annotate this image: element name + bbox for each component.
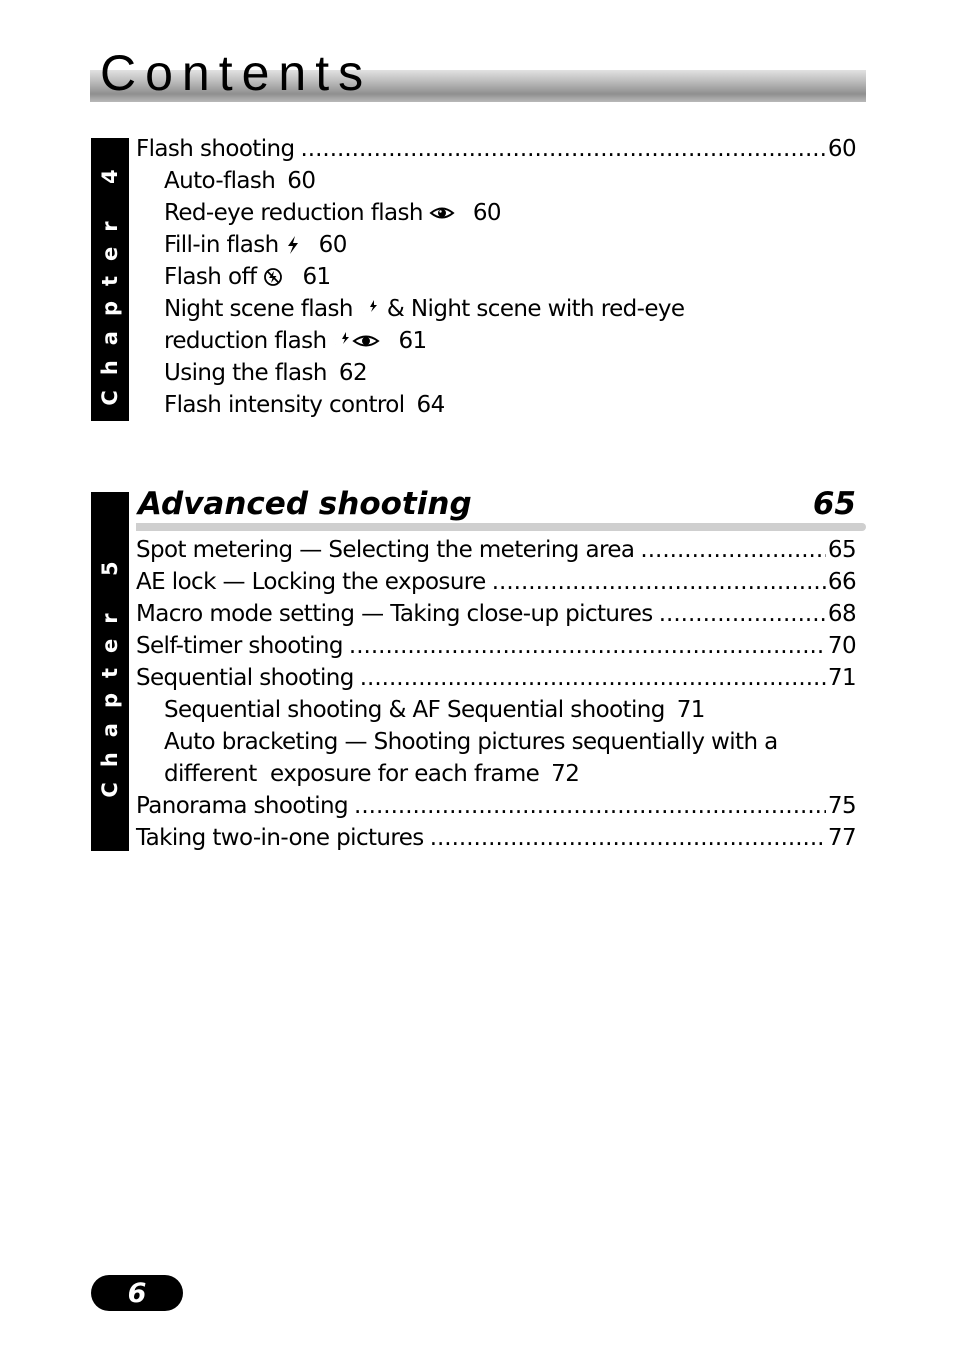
page-number: 6 (127, 1277, 147, 1309)
chapter-5-tab (91, 492, 129, 851)
toc-entry-panorama[interactable] (136, 790, 856, 822)
toc-entry-title: Red-eye reduction flash (164, 200, 423, 226)
dot-leader (354, 793, 826, 819)
toc-entry-title: Sequential shooting (136, 665, 354, 691)
toc-entry-page: 71 (676, 697, 705, 723)
toc-entry-page: 60 (287, 168, 316, 194)
toc-entry-title: Flash intensity control (164, 392, 405, 418)
heading-underline (136, 523, 866, 531)
toc-subentry-fill-in-flash[interactable] (164, 229, 856, 261)
toc-entry-page: 61 (302, 264, 331, 290)
toc-entry-title: Night scene flash (164, 296, 353, 322)
toc-subentry-flash-off[interactable] (164, 261, 856, 293)
toc-entry-page: 70 (827, 633, 856, 659)
toc-entry-title: Taking two-in-one pictures (136, 825, 424, 851)
toc-entry-title: Sequential shooting & AF Sequential shooting (164, 697, 665, 723)
toc-entry-title: AE lock — Locking the exposure (136, 569, 486, 595)
toc-entry-title: Flash shooting (136, 136, 295, 162)
toc-subentry-auto-flash[interactable] (164, 165, 856, 197)
toc-entry-self-timer[interactable] (136, 630, 856, 662)
toc-entry-page: 71 (827, 665, 856, 691)
toc-entry-page: 64 (416, 392, 445, 418)
page-header (90, 42, 866, 104)
chapter-heading-title: Advanced shooting (138, 486, 472, 522)
toc-entry-title: different exposure for each frame (164, 761, 540, 787)
toc-entry-page: 75 (827, 793, 856, 819)
red-eye-icon (429, 203, 455, 223)
page-title: Contents (100, 45, 373, 101)
night-scene-icon (359, 299, 381, 319)
toc-entry-page: 61 (398, 328, 427, 354)
toc-subentry-night-scene-flash[interactable] (164, 293, 856, 325)
chapter-4-tab (91, 138, 129, 421)
toc-entry-page: 66 (827, 569, 856, 595)
night-red-eye-icon (332, 331, 380, 351)
toc-entry-macro-mode[interactable] (136, 598, 856, 630)
page-number-badge (91, 1275, 183, 1311)
toc-subentry-af-sequential[interactable] (164, 694, 856, 726)
toc-subentry-night-red-eye-flash[interactable] (164, 325, 856, 357)
toc-entry-flash-shooting[interactable] (136, 133, 856, 165)
toc-subentry-auto-bracketing-continued[interactable] (164, 758, 856, 790)
dot-leader (360, 665, 826, 691)
toc-entry-title: Flash off (164, 264, 257, 290)
chapter-5-tab-label: Chapter 5 (98, 545, 122, 798)
toc-entry-title: Auto bracketing — Shooting pictures sequentially with a (164, 729, 778, 755)
dot-leader (659, 601, 826, 627)
toc-entry-two-in-one[interactable] (136, 822, 856, 854)
dot-leader (640, 537, 826, 563)
toc-entry-ae-lock[interactable] (136, 566, 856, 598)
toc-entry-page: 65 (827, 537, 856, 563)
dot-leader (300, 136, 825, 162)
toc-entry-page: 62 (338, 360, 367, 386)
toc-entry-page: 60 (827, 136, 856, 162)
toc-entry-title: Using the flash (164, 360, 327, 386)
flash-off-icon (262, 267, 284, 287)
toc-subentry-red-eye-flash[interactable] (164, 197, 856, 229)
toc-entry-page: 68 (827, 601, 856, 627)
chapter-heading-page: 65 (812, 486, 856, 522)
toc-entry-sequential-shooting[interactable] (136, 662, 856, 694)
toc-entry-title: reduction flash (164, 328, 327, 354)
toc-entry-page: 60 (472, 200, 501, 226)
toc-subentry-auto-bracketing[interactable] (164, 726, 856, 758)
flash-icon (285, 235, 301, 255)
toc-entry-page: 77 (827, 825, 856, 851)
toc-entry-page: 60 (318, 232, 347, 258)
toc-entry-title: Spot metering — Selecting the metering area (136, 537, 635, 563)
toc-entry-page: 72 (551, 761, 580, 787)
toc-entry-title-continued: & Night scene with red-eye (386, 296, 685, 322)
toc-entry-title: Panorama shooting (136, 793, 349, 819)
chapter-4-tab-label: Chapter 4 (98, 153, 122, 406)
toc-subentry-flash-intensity[interactable] (164, 389, 856, 421)
toc-entry-title: Self-timer shooting (136, 633, 343, 659)
dot-leader (430, 825, 826, 851)
toc-entry-title: Fill-in flash (164, 232, 279, 258)
toc-subentry-using-the-flash[interactable] (164, 357, 856, 389)
dot-leader (349, 633, 826, 659)
toc-entry-title: Macro mode setting — Taking close-up pictures (136, 601, 653, 627)
dot-leader (492, 569, 826, 595)
toc-entry-spot-metering[interactable] (136, 534, 856, 566)
chapter-5-heading[interactable] (136, 484, 858, 532)
toc-entry-title: Auto-flash (164, 168, 276, 194)
